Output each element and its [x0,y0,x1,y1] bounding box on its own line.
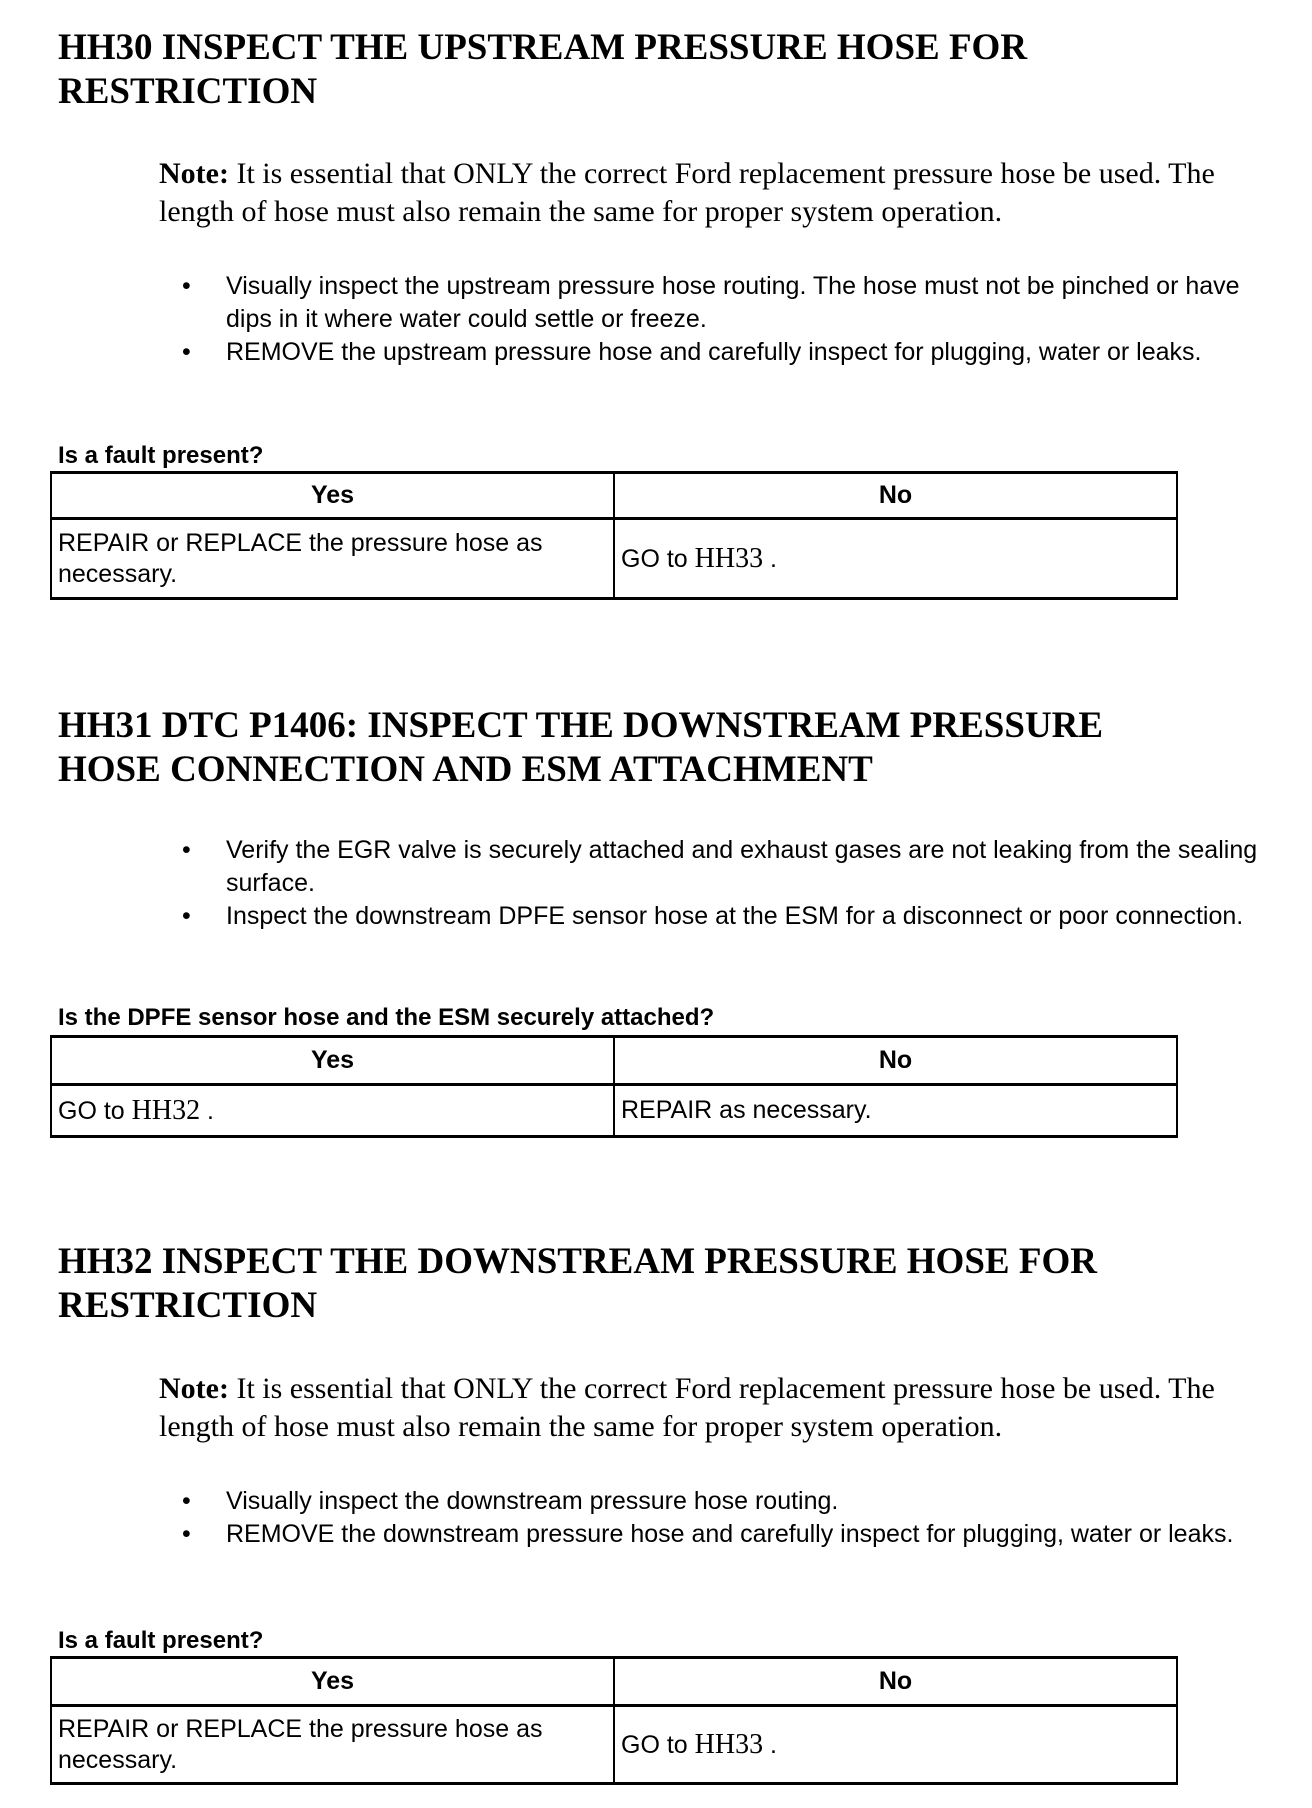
bullet-icon: • [182,902,191,930]
table-cell-no: GO to HH33 . [614,1706,1177,1784]
note-label: Note: [159,157,229,190]
table-cell-yes: REPAIR or REPLACE the pressure hose as necessary. [51,1706,614,1784]
bullet-icon: • [182,836,191,864]
list-item: • Visually inspect the downstream pressure hose routing. [182,1485,1272,1518]
list-item: • Verify the EGR valve is securely attached and exhaust gases are not leaking from the sealing surface. [182,836,1258,897]
section-hh32-heading [58,1240,1258,1328]
section-hh30-heading [58,26,1258,114]
section-hh30-note [159,155,1269,231]
heading-line-1: HH30 INSPECT THE UPSTREAM PRESSURE HOSE FOR [58,27,1028,68]
table-cell-no: GO to HH33 . [614,519,1177,599]
table-header-yes: Yes [51,1658,614,1706]
table-cell-yes: REPAIR or REPLACE the pressure hose as necessary. [51,519,614,599]
list-item: • Inspect the downstream DPFE sensor hose at the ESM for a disconnect or poor connection. [182,900,1272,933]
table-row [51,519,1177,599]
section-hh32-bullets [182,1485,1272,1551]
table-cell-no: REPAIR as necessary. [614,1085,1177,1137]
heading-line-2: HOSE CONNECTION AND ESM ATTACHMENT [58,749,873,790]
heading-line-1: HH32 INSPECT THE DOWNSTREAM PRESSURE HOSE FOR [58,1241,1097,1282]
bullet-icon: • [182,1487,191,1515]
table-header-no: No [614,1658,1177,1706]
list-item: • Visually inspect the upstream pressure hose routing. The hose must not be pinched or have dips in it where water could settle or freeze. [182,272,1240,333]
note-text: It is essential that ONLY the correct Ford replacement pressure hose be used. The length of hose must also remain the same for proper system operation. [159,1372,1215,1443]
list-item: • REMOVE the upstream pressure hose and carefully inspect for plugging, water or leaks. [182,336,1272,369]
heading-line-1: HH31 DTC P1406: INSPECT THE DOWNSTREAM PRESSURE [58,705,1104,746]
bullet-icon: • [182,1520,191,1548]
table-row [51,1085,1177,1137]
note-text: It is essential that ONLY the correct Ford replacement pressure hose be used. The length of hose must also remain the same for proper system operation. [159,157,1215,228]
list-item: • REMOVE the downstream pressure hose and carefully inspect for plugging, water or leaks. [182,1518,1272,1551]
step-link-hh33[interactable]: HH33 [694,542,764,574]
bullet-icon: • [182,272,191,300]
table-row [51,1706,1177,1784]
section-hh31-question: Is the DPFE sensor hose and the ESM securely attached? [58,1004,715,1031]
table-header-yes: Yes [51,473,614,519]
section-hh31-decision-table [50,1035,1178,1138]
heading-line-2: RESTRICTION [58,1285,318,1326]
section-hh30-bullets [182,270,1272,369]
table-header-yes: Yes [51,1037,614,1085]
heading-line-2: RESTRICTION [58,71,318,112]
table-cell-yes: GO to HH32 . [51,1085,614,1137]
table-header-no: No [614,1037,1177,1085]
bullet-icon: • [182,338,191,366]
section-hh32-note [159,1370,1269,1446]
section-hh32-decision-table [50,1656,1178,1785]
section-hh32-question: Is a fault present? [58,1627,264,1654]
step-link-hh33[interactable]: HH33 [694,1728,764,1760]
table-header-no: No [614,473,1177,519]
step-link-hh32[interactable]: HH32 [131,1094,201,1126]
note-label: Note: [159,1372,229,1405]
section-hh31-bullets [182,834,1272,933]
section-hh30-question: Is a fault present? [58,442,264,469]
section-hh30-decision-table [50,471,1178,600]
section-hh31-heading [58,704,1258,792]
